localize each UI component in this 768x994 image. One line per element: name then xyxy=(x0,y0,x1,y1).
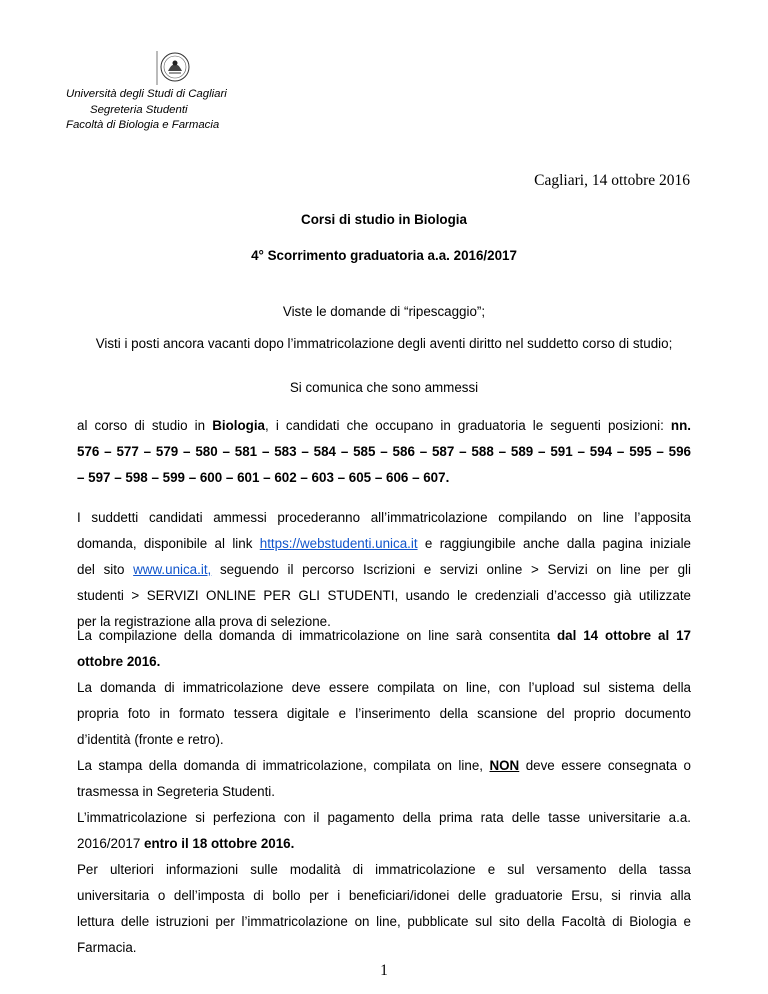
info-line-4: Farmacia. xyxy=(77,940,137,955)
print-line-1 xyxy=(77,753,691,779)
enrollment-paragraph xyxy=(77,623,691,961)
positions-label: nn. xyxy=(670,418,691,433)
webstudenti-link[interactable]: https://webstudenti.unica.it xyxy=(259,536,418,551)
procedure-line-2 xyxy=(77,531,691,557)
info-line-1: Per ulteriori informazioni sulle modalità di immatricolazione e sul versamento della tassa xyxy=(77,862,691,877)
document-title: Corsi di studio in Biologia xyxy=(301,212,467,227)
upload-line-3: d’identità (fronte e retro). xyxy=(77,732,224,747)
announcement: Si comunica che sono ammessi xyxy=(289,380,479,395)
procedure-line-4: studenti > SERVIZI ONLINE PER GLI STUDENTI, usando le credenziali d’accesso già utilizzate xyxy=(77,588,691,603)
window-text-1a: La compilazione della domanda di immatricolazione on line sarà consentita xyxy=(77,628,557,643)
upload-line-2: propria foto in formato tessera digitale e l’inserimento della scansione del proprio documento xyxy=(77,706,691,721)
window-dates: dal 14 ottobre al 17 xyxy=(556,628,691,643)
admission-text-2: , i candidati che occupano in graduatoria le seguenti posizioni: xyxy=(265,418,671,433)
admission-line-1 xyxy=(77,413,691,439)
payment-line-1: L’immatricolazione si perfeziona con il pagamento della prima rata delle tasse universitarie a.a. xyxy=(77,810,691,825)
admission-paragraph xyxy=(77,413,691,491)
procedure-text-2b: e raggiungibile anche dalla pagina iniziale xyxy=(417,536,691,551)
procedure-text-2a: domanda, disponibile al link xyxy=(77,536,260,551)
info-line-3: lettura delle istruzioni per l’immatricolazione on line, pubblicate sul sito della Facoltà di Biologia e xyxy=(77,914,691,929)
payment-line-2 xyxy=(77,831,691,857)
faculty-name: Facoltà di Biologia e Farmacia xyxy=(66,119,220,131)
upload-line-1: La domanda di immatricolazione deve essere compilata on line, con l’upload sul sistema della xyxy=(77,680,691,695)
institution-header xyxy=(66,87,227,134)
document-subtitle: 4° Scorrimento graduatoria a.a. 2016/2017 xyxy=(251,248,517,263)
admission-text-1: al corso di studio in xyxy=(77,418,213,433)
positions-line-1: 576 – 577 – 579 – 580 – 581 – 583 – 584 – 585 – 586 – 587 – 588 – 589 – 591 – 594 – 595 – 596 xyxy=(77,444,691,459)
print-text-1a: La stampa della domanda di immatricolazione, compilata on line, xyxy=(77,758,490,773)
payment-deadline: entro il 18 ottobre 2016. xyxy=(144,836,295,851)
procedure-text-3a: del sito xyxy=(77,562,134,577)
positions-line-2: – 597 – 598 – 599 – 600 – 601 – 602 – 603 – 605 – 606 – 607. xyxy=(77,470,450,485)
payment-text-2a: 2016/2017 xyxy=(77,836,145,851)
window-line-2: ottobre 2016. xyxy=(77,654,161,669)
course-name: Biologia xyxy=(212,418,266,433)
university-seal-logo xyxy=(155,49,191,87)
procedure-line-3 xyxy=(77,557,691,583)
procedure-text-3b: seguendo il percorso Iscrizioni e servizi online > Servizi on line per gli xyxy=(211,562,691,577)
premise-1: Viste le domande di “ripescaggio”; xyxy=(282,304,486,319)
print-text-1c: deve essere consegnata o xyxy=(519,758,691,773)
unica-link[interactable]: www.unica.it, xyxy=(133,562,212,577)
university-name: Università degli Studi di Cagliari xyxy=(66,88,227,100)
procedure-line-1: I suddetti candidati ammessi procederanno all’immatricolazione compilando on line l’apposita xyxy=(77,510,691,525)
premise-2: Visti i posti ancora vacanti dopo l’immatricolazione degli aventi diritto nel suddetto corso di studio; xyxy=(95,336,673,351)
info-line-2: universitaria o dell’imposta di bollo per i beneficiari/idonei delle graduatorie Ersu, si rinvia alla xyxy=(77,888,691,903)
procedure-paragraph xyxy=(77,505,691,635)
office-name: Segreteria Studenti xyxy=(90,103,188,116)
date-line: Cagliari, 14 ottobre 2016 xyxy=(534,172,690,189)
print-not-emphasis: NON xyxy=(489,758,520,773)
print-line-2: trasmessa in Segreteria Studenti. xyxy=(77,784,275,799)
procedure-line-5: per la registrazione alla prova di selezione. xyxy=(77,614,331,629)
page-number: 1 xyxy=(380,962,388,979)
window-line-1 xyxy=(77,623,691,649)
